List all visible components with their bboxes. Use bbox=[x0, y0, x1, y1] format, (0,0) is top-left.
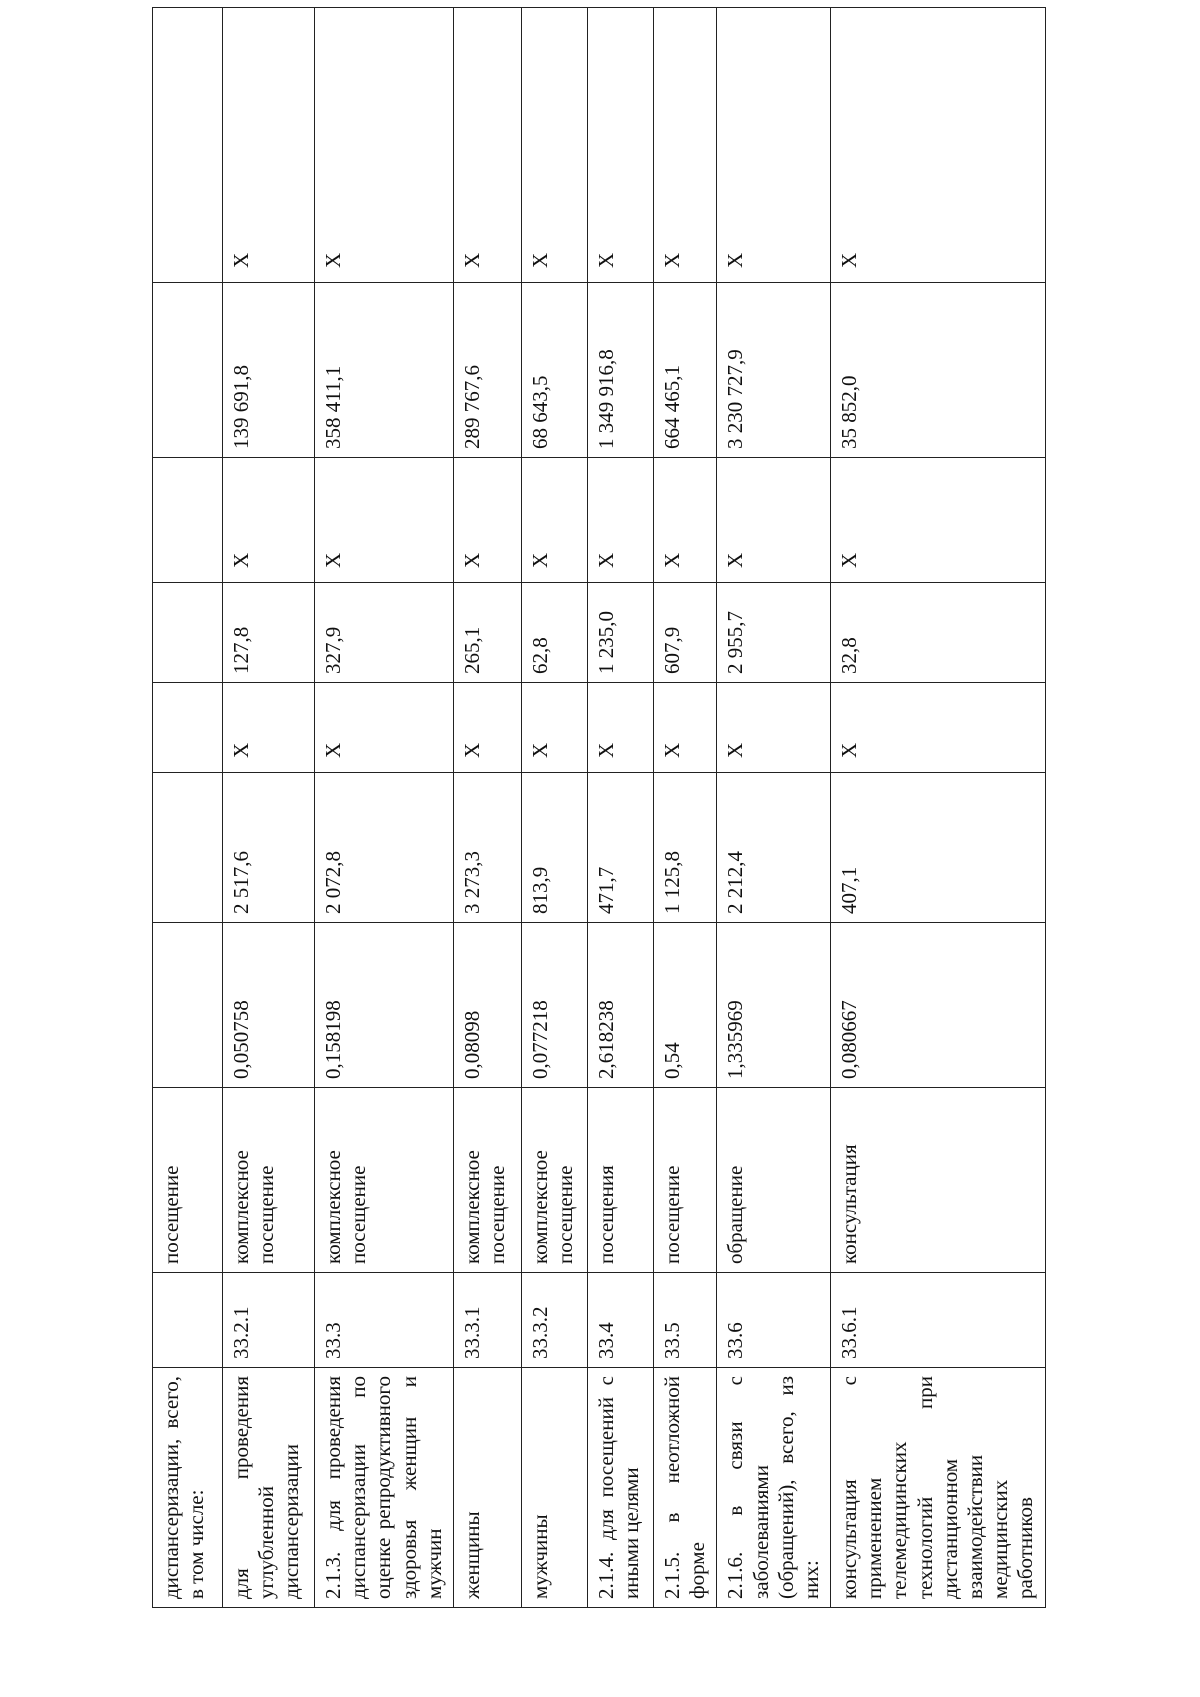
code-cell: 33.5 bbox=[653, 1273, 716, 1368]
x-cell: X bbox=[831, 683, 1046, 773]
code-cell: 33.3.2 bbox=[521, 1273, 587, 1368]
x-cell: X bbox=[717, 683, 831, 773]
x-cell: X bbox=[223, 683, 315, 773]
norm-cell: 1 235,0 bbox=[587, 583, 653, 683]
x-cell bbox=[153, 8, 223, 283]
x-cell: X bbox=[453, 458, 521, 583]
unit-cell: комплексное посещение bbox=[315, 1088, 454, 1273]
cost-cell: 2 212,4 bbox=[717, 773, 831, 923]
volume-cell: 1,335969 bbox=[717, 923, 831, 1088]
rotated-page bbox=[152, 8, 1072, 1608]
x-cell: X bbox=[223, 8, 315, 283]
name-cell: диспансеризации, всего, в том числе: bbox=[153, 1368, 223, 1608]
cost-cell: 2 517,6 bbox=[223, 773, 315, 923]
x-cell: X bbox=[315, 8, 454, 283]
x-cell: X bbox=[521, 458, 587, 583]
amount-cell: 289 767,6 bbox=[453, 283, 521, 458]
code-cell: 33.6.1 bbox=[831, 1273, 1046, 1368]
unit-cell: консультация bbox=[831, 1088, 1046, 1273]
x-cell: X bbox=[315, 458, 454, 583]
code-cell: 33.2.1 bbox=[223, 1273, 315, 1368]
x-cell: X bbox=[831, 8, 1046, 283]
amount-cell bbox=[153, 283, 223, 458]
x-cell: X bbox=[315, 683, 454, 773]
cost-cell: 1 125,8 bbox=[653, 773, 716, 923]
name-cell: 2.1.6. в связи с заболеваниями (обращений), всего, из них: bbox=[717, 1368, 831, 1608]
cost-cell: 407,1 bbox=[831, 773, 1046, 923]
x-cell bbox=[153, 458, 223, 583]
x-cell: X bbox=[453, 8, 521, 283]
amount-cell: 139 691,8 bbox=[223, 283, 315, 458]
amount-cell: 35 852,0 bbox=[831, 283, 1046, 458]
volume-cell: 0,54 bbox=[653, 923, 716, 1088]
table-row bbox=[153, 8, 223, 1608]
volume-cell: 0,158198 bbox=[315, 923, 454, 1088]
norm-cell: 607,9 bbox=[653, 583, 716, 683]
code-cell: 33.3.1 bbox=[453, 1273, 521, 1368]
unit-cell: посещение bbox=[653, 1088, 716, 1273]
x-cell: X bbox=[653, 683, 716, 773]
amount-cell: 68 643,5 bbox=[521, 283, 587, 458]
volume-cell: 0,050758 bbox=[223, 923, 315, 1088]
x-cell: X bbox=[717, 8, 831, 283]
x-cell: X bbox=[521, 683, 587, 773]
norm-cell bbox=[153, 583, 223, 683]
table-row bbox=[315, 8, 454, 1608]
norm-cell: 265,1 bbox=[453, 583, 521, 683]
x-cell: X bbox=[831, 458, 1046, 583]
amount-cell: 358 411,1 bbox=[315, 283, 454, 458]
cost-cell: 813,9 bbox=[521, 773, 587, 923]
volume-cell bbox=[153, 923, 223, 1088]
volume-cell: 0,080667 bbox=[831, 923, 1046, 1088]
x-cell: X bbox=[587, 683, 653, 773]
x-cell bbox=[153, 683, 223, 773]
x-cell: X bbox=[453, 683, 521, 773]
table-row bbox=[521, 8, 587, 1608]
x-cell: X bbox=[653, 8, 716, 283]
unit-cell: комплексное посещение bbox=[453, 1088, 521, 1273]
code-cell: 33.4 bbox=[587, 1273, 653, 1368]
name-cell: 2.1.3. для проведения диспансеризации по оценке репродуктивного здоровья женщин и мужчин bbox=[315, 1368, 454, 1608]
code-cell: 33.3 bbox=[315, 1273, 454, 1368]
unit-cell: посещение bbox=[153, 1088, 223, 1273]
volume-cell: 2,618238 bbox=[587, 923, 653, 1088]
norm-cell: 327,9 bbox=[315, 583, 454, 683]
cost-cell: 471,7 bbox=[587, 773, 653, 923]
table-row bbox=[453, 8, 521, 1608]
code-cell: 33.6 bbox=[717, 1273, 831, 1368]
x-cell: X bbox=[653, 458, 716, 583]
norm-cell: 127,8 bbox=[223, 583, 315, 683]
name-cell: для проведения углубленной диспансеризации bbox=[223, 1368, 315, 1608]
unit-cell: комплексное посещение bbox=[223, 1088, 315, 1273]
name-cell: мужчины bbox=[521, 1368, 587, 1608]
table-row bbox=[587, 8, 653, 1608]
x-cell: X bbox=[587, 458, 653, 583]
volume-cell: 0,077218 bbox=[521, 923, 587, 1088]
cost-cell: 3 273,3 bbox=[453, 773, 521, 923]
norm-cell: 32,8 bbox=[831, 583, 1046, 683]
code-cell bbox=[153, 1273, 223, 1368]
name-cell: 2.1.4. для посещений с иными целями bbox=[587, 1368, 653, 1608]
amount-cell: 664 465,1 bbox=[653, 283, 716, 458]
amount-cell: 1 349 916,8 bbox=[587, 283, 653, 458]
norm-cell: 62,8 bbox=[521, 583, 587, 683]
x-cell: X bbox=[587, 8, 653, 283]
cost-cell: 2 072,8 bbox=[315, 773, 454, 923]
table-row bbox=[653, 8, 716, 1608]
norm-cell: 2 955,7 bbox=[717, 583, 831, 683]
volume-cell: 0,08098 bbox=[453, 923, 521, 1088]
x-cell: X bbox=[717, 458, 831, 583]
x-cell: X bbox=[521, 8, 587, 283]
x-cell: X bbox=[223, 458, 315, 583]
table-body bbox=[153, 8, 1046, 1608]
unit-cell: посещения bbox=[587, 1088, 653, 1273]
name-cell: консультация с применением телемедицинских технологий при дистанционном взаимодействии медицинских работников bbox=[831, 1368, 1046, 1608]
table-row bbox=[223, 8, 315, 1608]
name-cell: женщины bbox=[453, 1368, 521, 1608]
unit-cell: обращение bbox=[717, 1088, 831, 1273]
cost-cell bbox=[153, 773, 223, 923]
amount-cell: 3 230 727,9 bbox=[717, 283, 831, 458]
table-row bbox=[831, 8, 1046, 1608]
table-row bbox=[717, 8, 831, 1608]
financing-table bbox=[152, 7, 1046, 1608]
unit-cell: комплексное посещение bbox=[521, 1088, 587, 1273]
name-cell: 2.1.5. в неотложной форме bbox=[653, 1368, 716, 1608]
